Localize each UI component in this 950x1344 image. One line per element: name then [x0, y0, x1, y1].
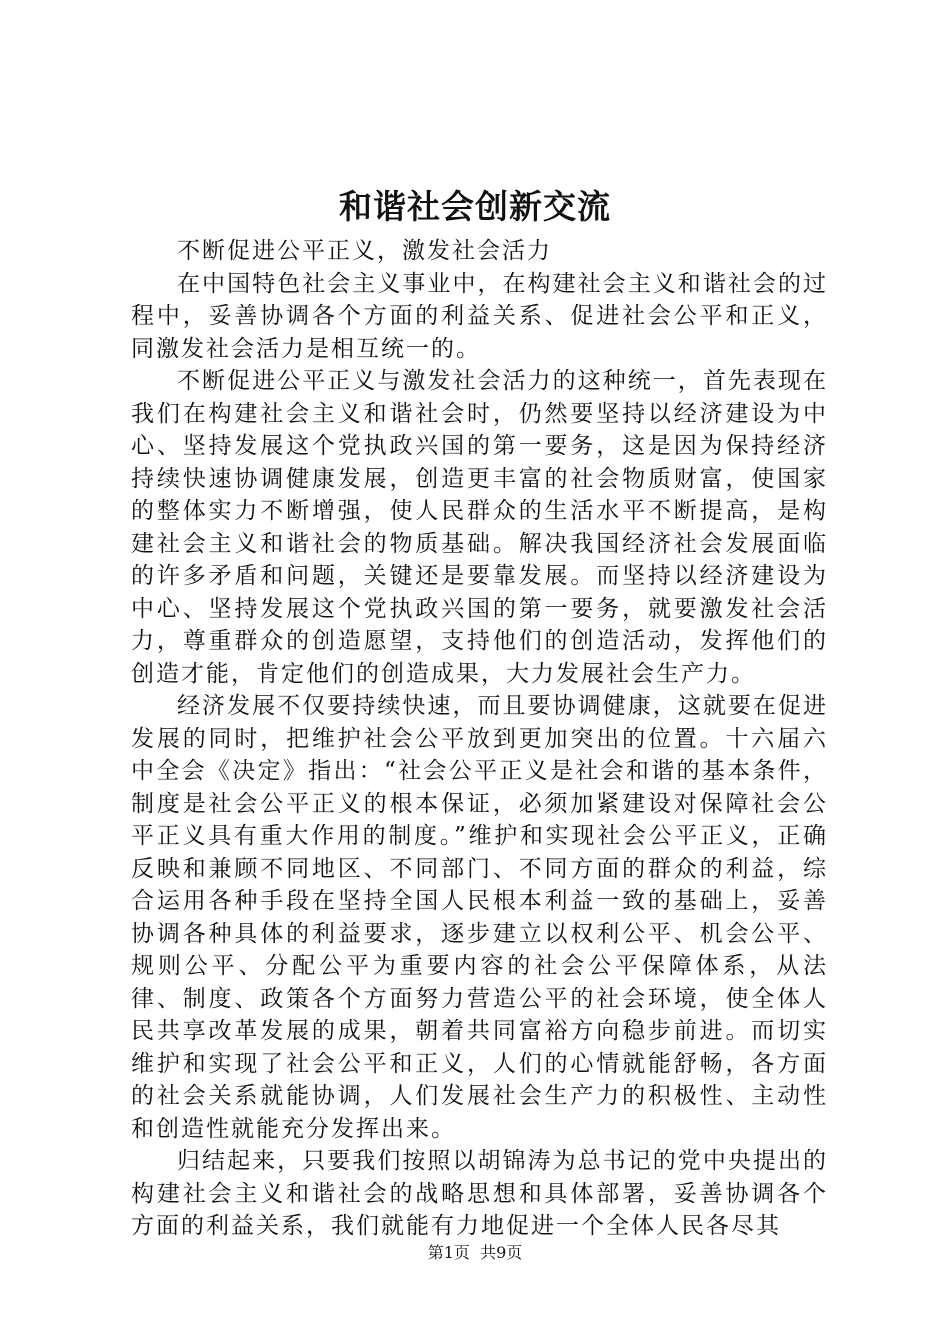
document-title: 和谐社会创新交流: [339, 187, 611, 226]
page-number-current: 第1页: [427, 1243, 470, 1262]
paragraph-4: 归结起来，只要我们按照以胡锦涛为总书记的党中央提出的构建社会主义和谐社会的战略思想和具体部署，妥善协调各个方面的利益关系，我们就能有力地促进一个全体人民各尽其: [131, 1148, 828, 1239]
paragraph-3: 经济发展不仅要持续快速，而且要协调健康，这就要在促进发展的同时，把维护社会公平放到更加突出的位置。十六届六中全会《决定》指出：“社会公平正义是社会和谐的基本条件，制度是社会公平正义的根本保证，必须加紧建设对保障社会公平正义具有重大作用的制度。”维护和实现社会公平正义，正确反映和兼顾不同地区、不同部门、不同方面的群众的利益，综合运用各种手段在坚持全国人民根本利益一致的基础上，妥善协调各种具体的利益要求，逐步建立以权利公平、机会公平、规则公平、分配公平为重要内容的社会公平保障体系，从法律、制度、政策各个方面努力营造公平的社会环境，使全体人民共享改革发展的成果，朝着共同富裕方向稳步前进。而切实维护和实现了社会公平和正义，人们的心情就能舒畅，各方面的社会关系就能协调，人们发展社会生产力的积极性、主动性和创造性就能充分发挥出来。: [131, 693, 828, 1142]
paragraph-1: 在中国特色社会主义事业中，在构建社会主义和谐社会的过程中，妥善协调各个方面的利益关系、促进社会公平和正义，同激发社会活力是相互统一的。: [131, 270, 828, 362]
document-subtitle: 不断促进公平正义，激发社会活力: [177, 238, 552, 264]
paragraph-2: 不断促进公平正义与激发社会活力的这种统一，首先表现在我们在构建社会主义和谐社会时，仍然要坚持以经济建设为中心、坚持发展这个党执政兴国的第一要务，这是因为保持经济持续快速协调健康发展，创造更丰富的社会物质财富，使国家的整体实力不断增强，使人民群众的生活水平不断提高，是构建社会主义和谐社会的物质基础。解决我国经济社会发展面临的许多矛盾和问题，关键还是要靠发展。而坚持以经济建设为中心、坚持发展这个党执政兴国的第一要务，就要激发社会活力，尊重群众的创造愿望，支持他们的创造活动，发挥他们的创造才能，肯定他们的创造成果，大力发展社会生产力。: [131, 368, 828, 687]
page-number-total: 共9页: [480, 1243, 523, 1262]
document-body: [131, 235, 828, 1243]
page-footer: [0, 1242, 950, 1264]
